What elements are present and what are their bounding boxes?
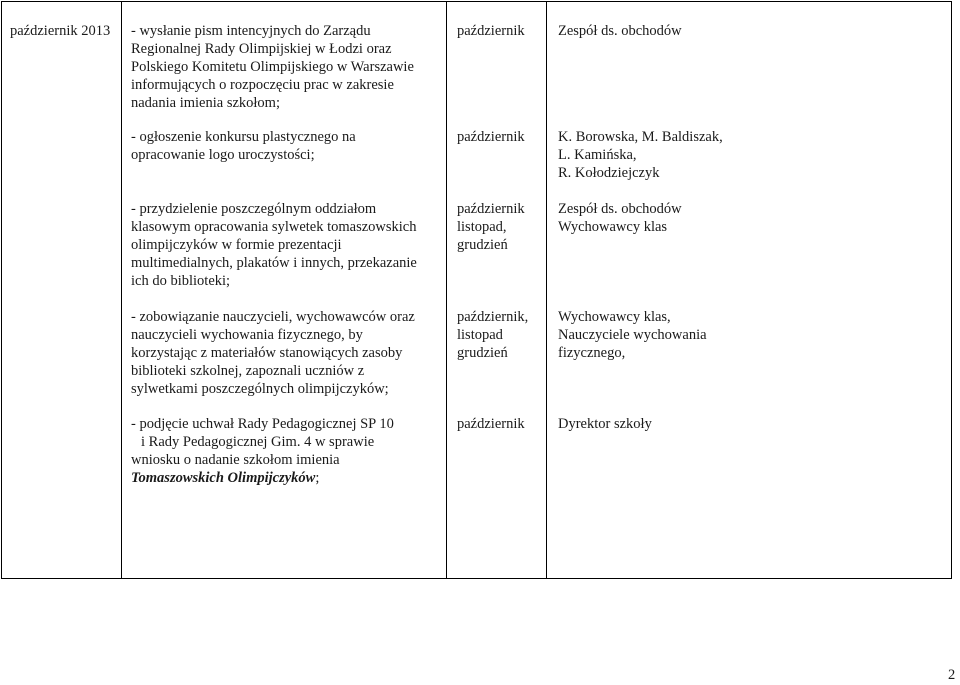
text-line: i Rady Pedagogicznej Gim. 4 w sprawie xyxy=(141,434,375,450)
text-line: Wychowawcy klas xyxy=(558,219,668,235)
text-line: - ogłoszenie konkursu plastycznego na xyxy=(131,129,356,145)
text-line: sylwetkami poszczególnych olimpijczyków; xyxy=(131,381,389,397)
text-line: październik xyxy=(457,129,525,145)
text-line: L. Kamińska, xyxy=(558,147,637,163)
text-line: październik, xyxy=(457,309,529,325)
month-cell xyxy=(457,308,528,362)
text-line: ich do biblioteki; xyxy=(131,273,231,289)
text-line: grudzień xyxy=(457,345,508,361)
responsible-cell xyxy=(558,128,723,182)
text-line: październik xyxy=(457,201,525,217)
text-line: Zespół ds. obchodów xyxy=(558,201,682,217)
text-line: Nauczyciele wychowania xyxy=(558,327,707,343)
task-cell xyxy=(131,128,356,164)
task-cell xyxy=(131,415,394,487)
text-line: klasowym opracowania sylwetek tomaszowskich xyxy=(131,219,417,235)
text-line: opracowanie logo uroczystości; xyxy=(131,147,315,163)
text-line: korzystając z materiałów stanowiących zasoby xyxy=(131,345,403,361)
text-line: październik xyxy=(457,23,525,39)
text-line: wniosku o nadanie szkołom imienia xyxy=(131,452,340,468)
text-line: - wysłanie pism intencyjnych do Zarządu xyxy=(131,23,371,39)
text-line: - przydzielenie poszczególnym oddziałom xyxy=(131,201,377,217)
responsible-cell xyxy=(558,308,707,362)
text-line: październik xyxy=(457,416,525,432)
text-line: listopad xyxy=(457,327,503,343)
text-line: K. Borowska, M. Baldiszak, xyxy=(558,129,723,145)
page-number: 2 xyxy=(948,667,956,683)
text-line: Zespół ds. obchodów xyxy=(558,23,682,39)
text-line: - zobowiązanie nauczycieli, wychowawców oraz xyxy=(131,309,415,325)
responsible-cell xyxy=(558,22,682,40)
column-divider xyxy=(121,2,122,578)
text-line: listopad, xyxy=(457,219,507,235)
schedule-table xyxy=(1,1,952,579)
text-line: Dyrektor szkoły xyxy=(558,416,652,432)
text-line: fizycznego, xyxy=(558,345,626,361)
column-divider xyxy=(446,2,447,578)
text-line: nadania imienia szkołom; xyxy=(131,95,280,111)
text-line: R. Kołodziejczyk xyxy=(558,165,660,181)
text-line xyxy=(131,469,394,487)
text-line: grudzień xyxy=(457,237,508,253)
period-cell: październik 2013 xyxy=(10,23,111,39)
task-cell xyxy=(131,22,414,112)
text-line: biblioteki szkolnej, zapoznali uczniów z xyxy=(131,363,365,379)
task-cell xyxy=(131,308,415,398)
responsible-cell xyxy=(558,200,682,236)
month-cell xyxy=(457,415,525,433)
text-suffix: ; xyxy=(315,470,320,486)
month-cell xyxy=(457,22,525,40)
emphasized-text: Tomaszowskich Olimpijczyków xyxy=(131,470,316,486)
column-divider xyxy=(546,2,547,578)
text-line: Polskiego Komitetu Olimpijskiego w Warszawie xyxy=(131,59,414,75)
text-line: Wychowawcy klas, xyxy=(558,309,671,325)
text-line: olimpijczyków w formie prezentacji xyxy=(131,237,342,253)
responsible-cell xyxy=(558,415,652,433)
task-cell xyxy=(131,200,417,290)
text-line: - podjęcie uchwał Rady Pedagogicznej SP 10 xyxy=(131,416,394,432)
text-line: informujących o rozpoczęciu prac w zakresie xyxy=(131,77,394,93)
text-line: nauczycieli wychowania fizycznego, by xyxy=(131,327,363,343)
text-line: multimedialnych, plakatów i innych, przekazanie xyxy=(131,255,417,271)
month-cell xyxy=(457,200,525,254)
text-line: Regionalnej Rady Olimpijskiej w Łodzi oraz xyxy=(131,41,392,57)
month-cell xyxy=(457,128,525,146)
